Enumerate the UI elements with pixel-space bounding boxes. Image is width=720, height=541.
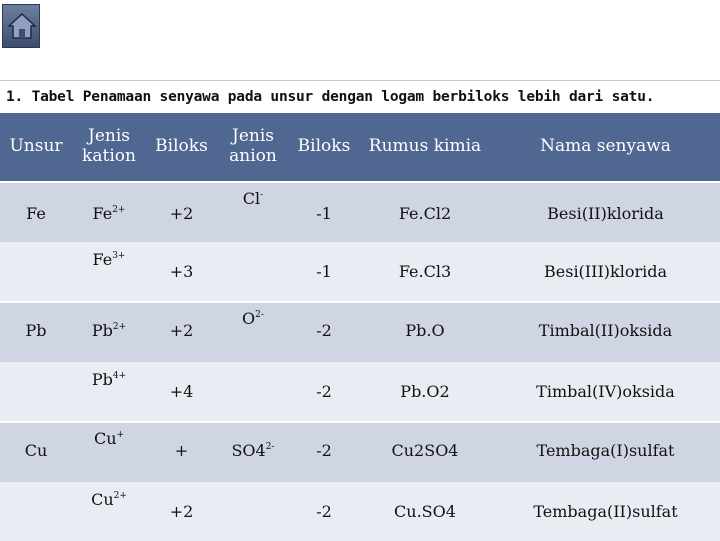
biloks-anion-text: -2 [316, 382, 332, 401]
biloks-anion-text: -2 [316, 321, 332, 340]
cell-biloks-anion [289, 302, 359, 362]
table-row [0, 362, 720, 422]
cell-biloks-kation [146, 482, 217, 541]
cell-unsur [0, 242, 72, 302]
table-row [0, 182, 720, 242]
cell-anion [217, 182, 289, 242]
cell-nama [491, 302, 720, 362]
cell-anion [217, 422, 289, 482]
cell-nama [491, 362, 720, 422]
kation-text: $Pb^{2+}$ [91, 321, 127, 340]
page-title: 1. Tabel Penamaan senyawa pada unsur dengan logam berbiloks lebih dari satu. [0, 80, 720, 113]
cell-rumus [359, 362, 491, 422]
cell-biloks-kation [146, 182, 217, 242]
cell-anion [217, 302, 289, 362]
table-row [0, 482, 720, 541]
unsur-text: Fe [26, 204, 46, 223]
nama-text: Besi(II)klorida [547, 204, 664, 223]
nama-text: Besi(III)klorida [544, 262, 667, 281]
biloks-anion-text: -2 [316, 441, 332, 460]
header-jenis-anion: Jenis anion [217, 113, 289, 182]
cell-kation [72, 422, 146, 482]
biloks-kation-text: +2 [169, 204, 194, 223]
cell-nama [491, 482, 720, 541]
cell-biloks-kation [146, 302, 217, 362]
header-biloks-kation: Biloks [146, 113, 217, 182]
anion-text: $O^{2-}$ [242, 309, 264, 328]
cell-biloks-anion [289, 482, 359, 541]
header-jenis-kation: Jenis kation [72, 113, 146, 182]
cell-kation [72, 482, 146, 541]
rumus-text: Fe.Cl3 [398, 262, 452, 281]
cell-anion [217, 242, 289, 302]
biloks-kation-text: +2 [169, 321, 194, 340]
cell-biloks-kation [146, 422, 217, 482]
header-biloks-anion: Biloks [289, 113, 359, 182]
cell-unsur [0, 422, 72, 482]
table-header-row [0, 113, 720, 182]
cell-anion [217, 482, 289, 541]
unsur-text: Pb [25, 321, 47, 340]
kation-text: $Pb^{4+}$ [91, 370, 127, 389]
rumus-text: Pb.O2 [400, 382, 450, 401]
cell-unsur [0, 182, 72, 242]
kation-text: $Fe^{2+}$ [92, 204, 126, 223]
unsur-text: Cu [24, 441, 48, 460]
anion-text: Cl- [242, 189, 264, 208]
nama-text: Tembaga(I)sulfat [536, 441, 675, 460]
rumus-text: Cu.SO4 [394, 502, 456, 521]
cell-rumus [359, 482, 491, 541]
anion-text: $SO4^{2-}$ [231, 441, 275, 460]
cell-biloks-anion [289, 182, 359, 242]
cell-unsur [0, 302, 72, 362]
cell-kation [72, 302, 146, 362]
biloks-kation-text: + [174, 441, 189, 460]
cell-kation [72, 242, 146, 302]
home-icon [7, 11, 37, 41]
biloks-anion-text: -1 [316, 204, 332, 223]
cell-biloks-anion [289, 362, 359, 422]
cell-rumus [359, 242, 491, 302]
kation-text: $Fe^{3+}$ [92, 250, 126, 269]
header-rumus-kimia: Rumus kimia [359, 113, 491, 182]
biloks-anion-text: -2 [316, 502, 332, 521]
home-button[interactable] [2, 4, 40, 48]
nama-text: Timbal(IV)oksida [536, 382, 675, 401]
cell-rumus [359, 422, 491, 482]
compound-naming-table [0, 113, 720, 541]
biloks-kation-text: +3 [169, 262, 194, 281]
cell-anion [217, 362, 289, 422]
cell-nama [491, 182, 720, 242]
rumus-text: Fe.Cl2 [398, 204, 452, 223]
rumus-text: Cu2SO4 [391, 441, 459, 460]
table-row [0, 302, 720, 362]
cell-kation [72, 182, 146, 242]
cell-kation [72, 362, 146, 422]
kation-text: Cu+ [93, 429, 125, 448]
cell-nama [491, 242, 720, 302]
cell-unsur [0, 482, 72, 541]
biloks-anion-text: -1 [316, 262, 332, 281]
nama-text: Timbal(II)oksida [538, 321, 673, 340]
top-bar [0, 0, 720, 80]
rumus-text: Pb.O [405, 321, 445, 340]
cell-unsur [0, 362, 72, 422]
header-unsur: Unsur [0, 113, 72, 182]
biloks-kation-text: +4 [169, 382, 194, 401]
header-nama-senyawa: Nama senyawa [491, 113, 720, 182]
cell-rumus [359, 302, 491, 362]
cell-biloks-kation [146, 242, 217, 302]
cell-nama [491, 422, 720, 482]
nama-text: Tembaga(II)sulfat [533, 502, 678, 521]
cell-biloks-anion [289, 422, 359, 482]
cell-rumus [359, 182, 491, 242]
cell-biloks-kation [146, 362, 217, 422]
table-row [0, 242, 720, 302]
table-row [0, 422, 720, 482]
biloks-kation-text: +2 [169, 502, 194, 521]
kation-text: $Cu^{2+}$ [91, 490, 127, 509]
cell-biloks-anion [289, 242, 359, 302]
